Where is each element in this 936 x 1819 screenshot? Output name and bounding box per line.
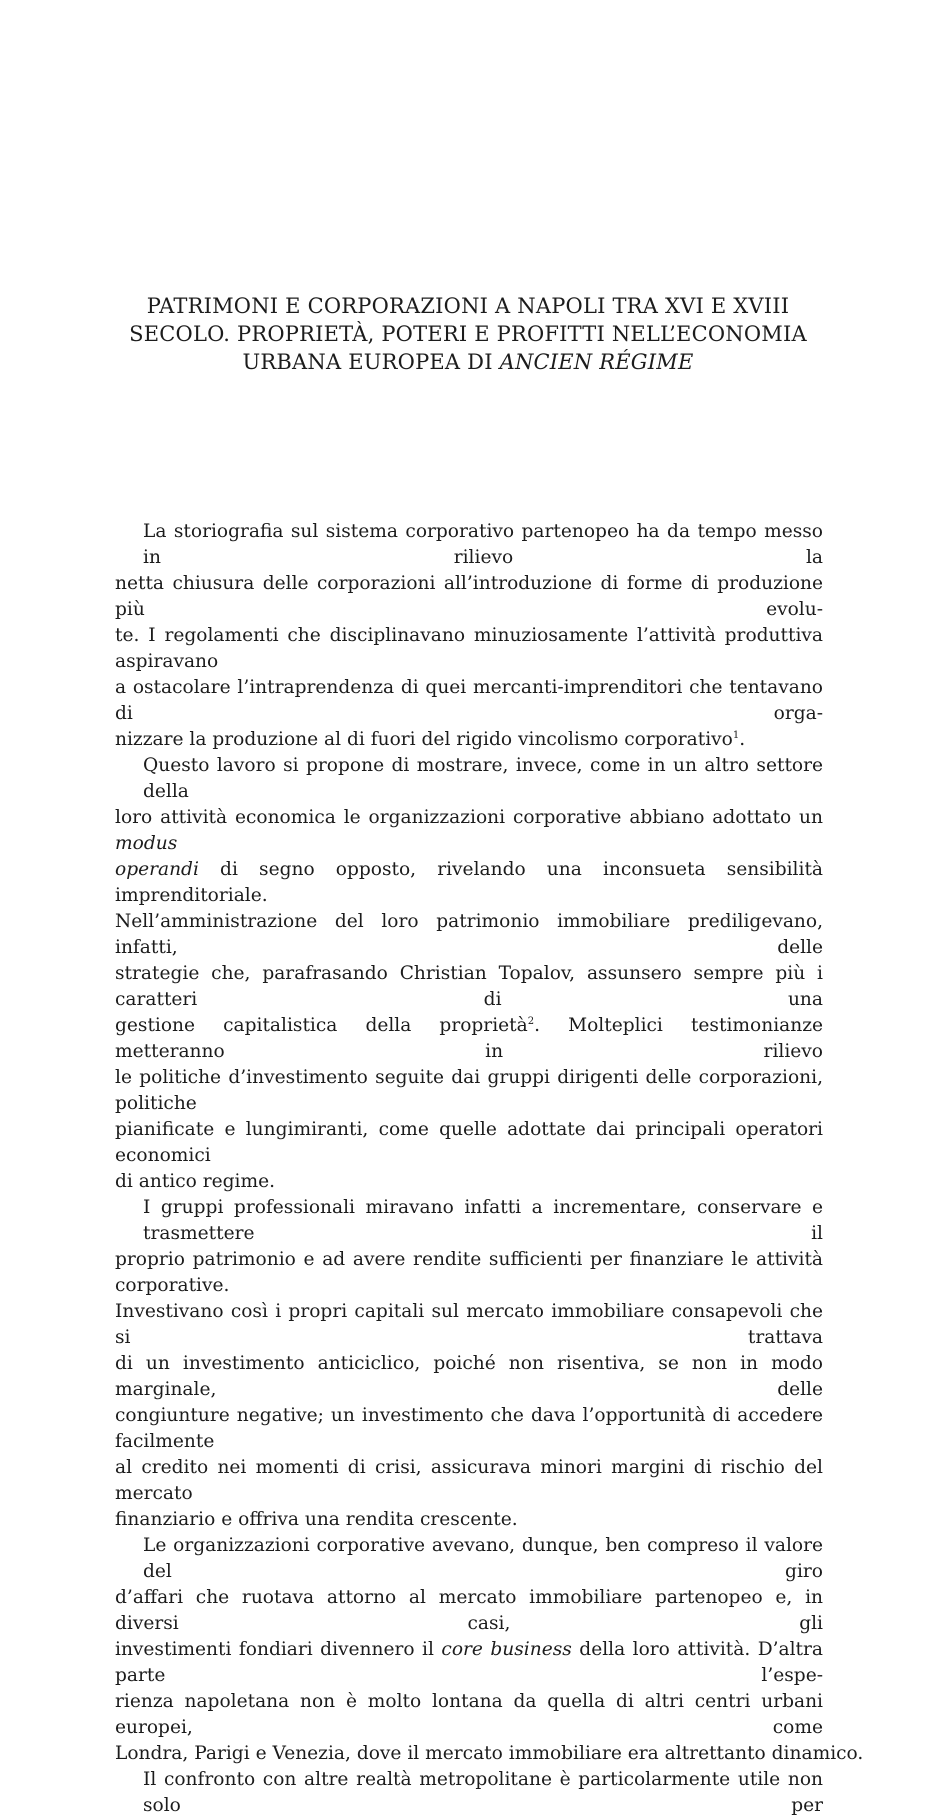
text-span: della loro attività. D’altra parte l’espe- xyxy=(115,1639,824,1686)
title-italic-term: ANCIEN RÉGIME xyxy=(499,350,694,374)
text-line: congiunture negative; un investimento che dava l’opportunità di accedere facilmente xyxy=(115,1405,823,1452)
italic-term: core business xyxy=(441,1639,572,1660)
title-line-3-text: URBANA EUROPEA DI xyxy=(242,350,500,374)
text-line: le politiche d’investimento seguite dai gruppi dirigenti delle corporazioni, politiche xyxy=(115,1067,823,1114)
paragraph-1 xyxy=(115,519,823,753)
footnote-ref-1: 1 xyxy=(732,730,740,741)
paragraph-2 xyxy=(115,753,823,1195)
text-line: di un investimento anticiclico, poiché non risentiva, se non in modo marginale, delle xyxy=(115,1353,823,1400)
text-line xyxy=(115,727,823,753)
text-line xyxy=(115,1637,823,1689)
text-span: . Molteplici testimonianze metteranno in rilievo xyxy=(115,1015,823,1062)
paragraph-3 xyxy=(115,1195,823,1533)
text-line: Il confronto con altre realtà metropolitane è particolarmente utile non solo per xyxy=(143,1769,823,1816)
text-line: Nell’amministrazione del loro patrimonio immobiliare prediligevano, infatti, delle xyxy=(115,911,823,958)
text-line: I gruppi professionali miravano infatti a incrementare, conservare e trasmettere il xyxy=(143,1197,823,1244)
text-line: a ostacolare l’intraprendenza di quei mercanti-imprenditori che tentavano di orga- xyxy=(115,677,823,724)
text-span: loro attività economica le organizzazioni corporative abbiano adottato un xyxy=(115,807,823,828)
text-line: Investivano così i propri capitali sul mercato immobiliare consapevoli che si trattava xyxy=(115,1301,823,1348)
text-line xyxy=(115,857,823,909)
chapter-title xyxy=(100,292,836,376)
text-span: gestione capitalistica della proprietà xyxy=(115,1015,528,1036)
text-line xyxy=(115,805,823,857)
text-span: investimenti fondiari divennero il xyxy=(115,1639,442,1660)
footnote-ref-2: 2 xyxy=(527,1016,535,1027)
text-line: netta chiusura delle corporazioni all’introduzione di forme di produzione più evolu- xyxy=(115,573,823,620)
title-line-2: SECOLO. PROPRIETÀ, POTERI E PROFITTI NELL’ECONOMIA xyxy=(129,322,807,346)
text-span: di segno opposto, rivelando una inconsueta sensibilità imprenditoriale. xyxy=(115,859,823,906)
text-line: La storiografia sul sistema corporativo partenopeo ha da tempo messo in rilievo la xyxy=(143,521,823,568)
text-line: al credito nei momenti di crisi, assicurava minori margini di rischio del mercato xyxy=(115,1457,823,1504)
text-span: . xyxy=(739,729,746,750)
text-line xyxy=(115,1013,823,1065)
text-line: proprio patrimonio e ad avere rendite sufficienti per finanziare le attività corporative. xyxy=(115,1249,823,1296)
italic-term: operandi xyxy=(115,859,199,880)
text-line: Le organizzazioni corporative avevano, dunque, ben compreso il valore del giro xyxy=(143,1535,823,1582)
text-span: nizzare la produzione al di fuori del rigido vincolismo corporativo xyxy=(115,729,733,750)
text-line: Londra, Parigi e Venezia, dove il mercato immobiliare era altrettanto dinamico. xyxy=(115,1743,864,1764)
title-line-1: PATRIMONI E CORPORAZIONI A NAPOLI TRA XVI E XVIII xyxy=(146,294,790,318)
text-line: finanziario e offriva una rendita crescente. xyxy=(115,1509,518,1530)
text-line: strategie che, parafrasando Christian Topalov, assunsero sempre più i caratteri di una xyxy=(115,963,823,1010)
italic-term: modus xyxy=(115,833,178,854)
text-line: pianificate e lungimiranti, come quelle adottate dai principali operatori economici xyxy=(115,1119,823,1166)
title-line-3 xyxy=(100,348,836,376)
text-line: di antico regime. xyxy=(115,1171,276,1192)
paragraph-4 xyxy=(115,1533,864,1767)
body-text xyxy=(115,519,864,1819)
text-line: d’affari che ruotava attorno al mercato immobiliare partenopeo e, in diversi casi, gli xyxy=(115,1587,823,1634)
text-line: Questo lavoro si propone di mostrare, invece, come in un altro settore della xyxy=(143,755,823,802)
paragraph-5 xyxy=(115,1767,823,1819)
text-line: te. I regolamenti che disciplinavano minuziosamente l’attività produttiva aspiravano xyxy=(115,625,823,672)
text-line: rienza napoletana non è molto lontana da quella di altri centri urbani europei, come xyxy=(115,1691,823,1738)
